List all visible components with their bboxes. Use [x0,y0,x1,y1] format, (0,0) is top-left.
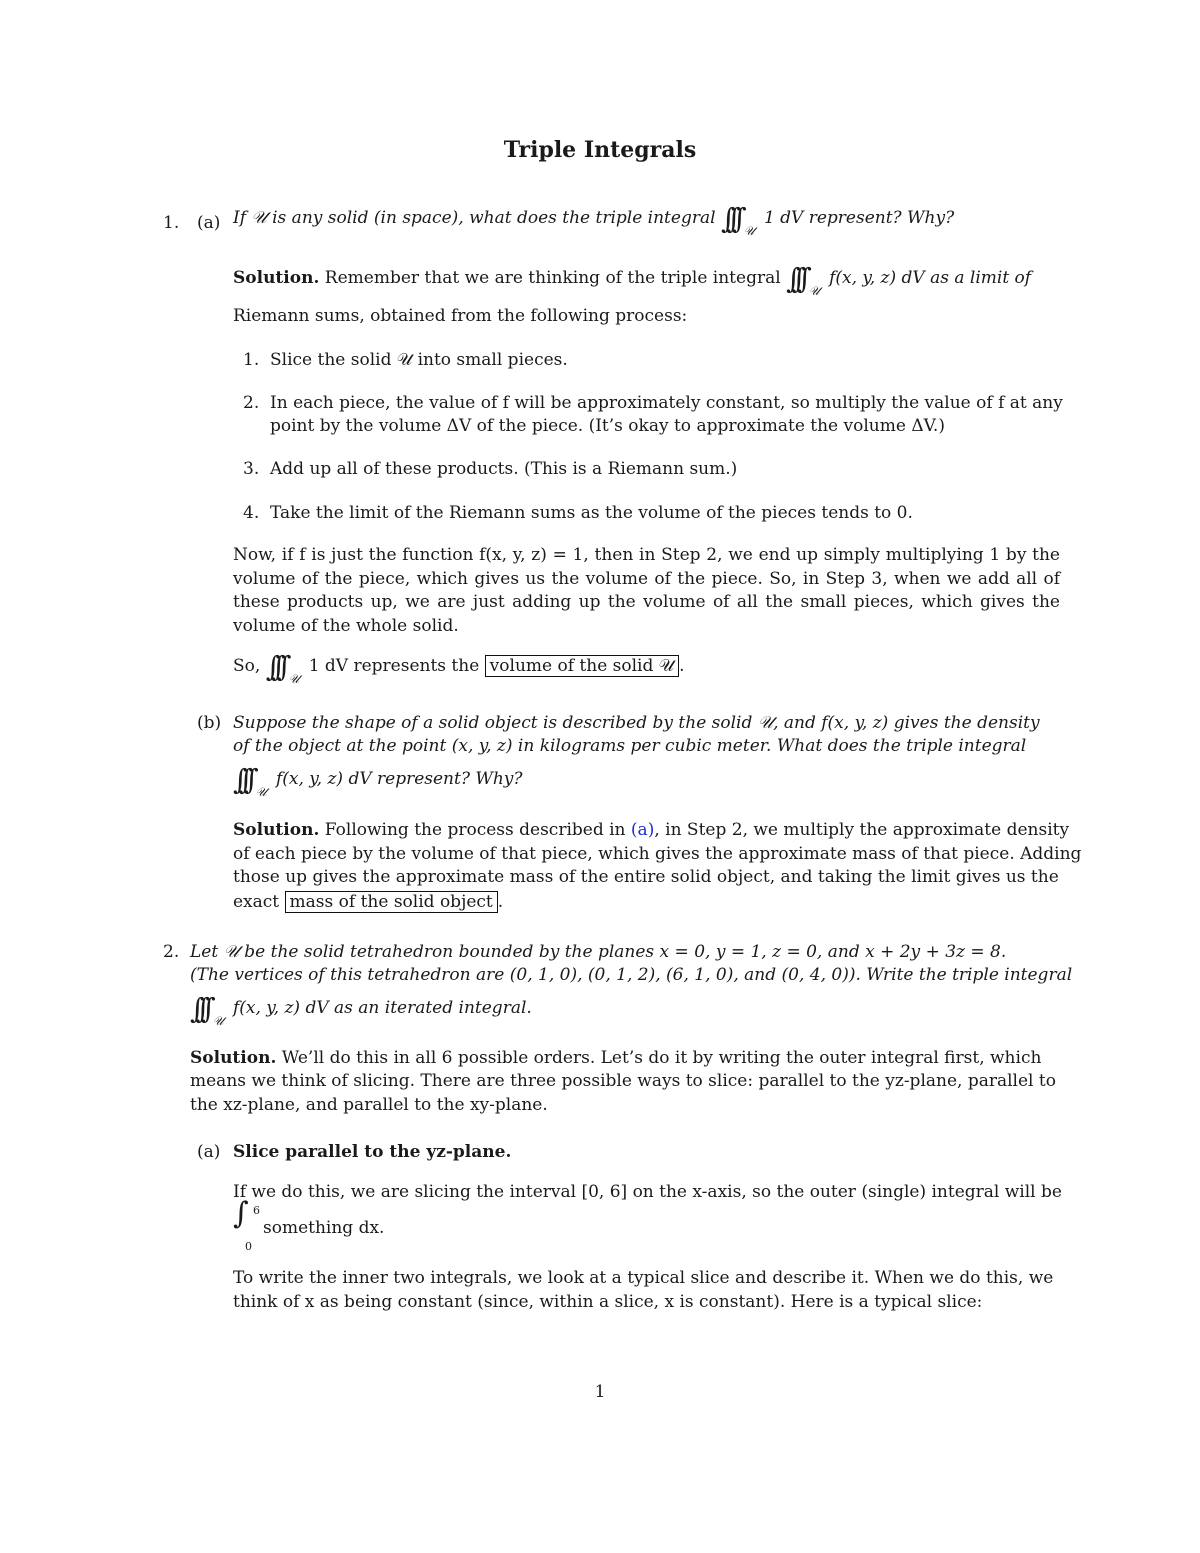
integral-subscript: 𝒰 [212,1014,224,1028]
triple-integral-symbol: ∫∫∫ [720,202,738,235]
solution-1b-end: . [497,892,504,912]
step-number: 1. [243,350,260,370]
triple-integral-symbol: ∫∫∫ [786,262,803,295]
question-2-line3 [190,990,532,1028]
step-text-continued: point by the volume ΔV of the piece. (It’s okay to approximate the volume ΔV.) [270,416,945,436]
solution-1b-line1 [233,820,1069,840]
integral-symbol: ∫ [233,1196,249,1231]
section-2a-heading: Slice parallel to the yz-plane. [233,1142,512,1162]
reference-link-a[interactable]: (a) [630,820,655,840]
question-1a-text [233,200,955,238]
solution-1b-post: , in Step 2, we multiply the approximate density [654,820,1070,840]
integral-lower-limit: 0 [245,1240,252,1253]
step-text: Add up all of these products. (This is a Riemann sum.) [270,459,738,479]
step-number: 3. [243,459,260,479]
paragraph-now: Now, if f is just the function f(x, y, z) = 1, then in Step 2, we end up simply multiplying 1 by the volume of the piece, which gives us the volume of the piece. So, in Step 3, when we add all of these products up, we are just adding up the volume of all the small pieces, which gives the volume of the whole solid. [233,545,1060,636]
solution-1a-line2: Riemann sums, obtained from the following process: [233,306,688,326]
solution-1b-line3: those up gives the approximate mass of the entire solid object, and taking the limit gives us the [233,867,1059,887]
step-number: 4. [243,503,260,523]
solution-1a-line1-pre: Remember that we are thinking of the triple integral [324,268,781,288]
triple-integral-symbol: ∫∫∫ [265,650,283,683]
triple-integral-symbol: ∫∫∫ [233,763,250,796]
section-2a-para2-line2: think of x as being constant (since, within a slice, x is constant). Here is a typical slice: [233,1292,983,1312]
question-1a-label: (a) [197,213,221,233]
question-1b-line2: of the object at the point (x, y, z) in kilograms per cubic meter. What does the triple integral [233,736,1027,756]
question-1a-text-pre: If 𝒰 is any solid (in space), what does the triple integral [233,208,716,228]
step-number: 2. [243,393,260,413]
integral-subscript: 𝒰 [743,224,755,238]
question-1a-text-post: 1 dV represent? Why? [763,208,955,228]
so-end: . [679,656,685,676]
solution-1b-line2: of each piece by the volume of that piece, which gives the approximate mass of that piece. Adding [233,844,1082,864]
question-1b-label: (b) [197,713,222,733]
step-text: In each piece, the value of f will be approximately constant, so multiply the value of f at any [270,393,1063,413]
section-2a-para2-line1: To write the inner two integrals, we look at a typical slice and describe it. When we do this, we [233,1268,1054,1288]
solution-1b-line4 [233,892,503,912]
integral-subscript: 𝒰 [288,672,300,686]
question-2-number: 2. [163,942,180,962]
question-2-line1: Let 𝒰 be the solid tetrahedron bounded by the planes x = 0, y = 1, z = 0, and x + 2y + 3z = 8. [190,942,1007,962]
question-1-number: 1. [163,213,180,233]
solution-2-line2: means we think of slicing. There are three possible ways to slice: parallel to the yz-plane, parallel to [190,1071,1056,1091]
so-mid: 1 dV represents the [308,656,480,676]
question-1b-line1: Suppose the shape of a solid object is described by the solid 𝒰, and f(x, y, z) gives the density [233,713,1040,733]
solution-2-line3: the xz-plane, and parallel to the xy-plane. [190,1095,548,1115]
single-integral-expression [233,1196,433,1260]
question-1b-line3-post: f(x, y, z) dV represent? Why? [275,769,523,789]
question-2-line3-post: f(x, y, z) dV as an iterated integral. [232,998,532,1018]
section-2a-label: (a) [197,1142,221,1162]
solution-2-line1 [190,1048,1041,1068]
solution-1a-line1-post: f(x, y, z) dV as a limit of [829,268,1032,288]
solution-label: Solution. [190,1048,277,1068]
section-2a-line1: If we do this, we are slicing the interval [0, 6] on the x-axis, so the outer (single) integral will be [233,1182,1062,1202]
solution-1b-exact: exact [233,892,280,912]
answer-box-mass: mass of the solid object [285,891,498,913]
integral-subscript: 𝒰 [808,284,820,298]
question-2-line2: (The vertices of this tetrahedron are (0, 1, 0), (0, 1, 2), (6, 1, 0), and (0, 4, 0)). Write the triple integral [190,965,1073,985]
solution-label: Solution. [233,820,320,840]
step-text: Take the limit of the Riemann sums as the volume of the pieces tends to 0. [270,503,913,523]
so-line [233,648,685,686]
integral-subscript: 𝒰 [255,785,267,799]
page-number: 1 [594,1382,606,1402]
triple-integral-symbol: ∫∫∫ [190,992,207,1025]
solution-1b-pre: Following the process described in [324,820,626,840]
so-pre: So, [233,656,261,676]
page-title: Triple Integrals [503,137,697,163]
solution-2-line1-text: We’ll do this in all 6 possible orders. Let’s do it by writing the outer integral first, which [281,1048,1042,1068]
solution-label: Solution. [233,268,320,288]
step-text: Slice the solid 𝒰 into small pieces. [270,350,568,370]
question-1b-line3 [233,761,523,799]
integral-upper-limit: 6 [253,1204,260,1217]
solution-1a-line1 [233,260,1032,298]
answer-box-volume: volume of the solid 𝒰 [485,655,679,677]
integral-body: something dx. [263,1218,385,1238]
